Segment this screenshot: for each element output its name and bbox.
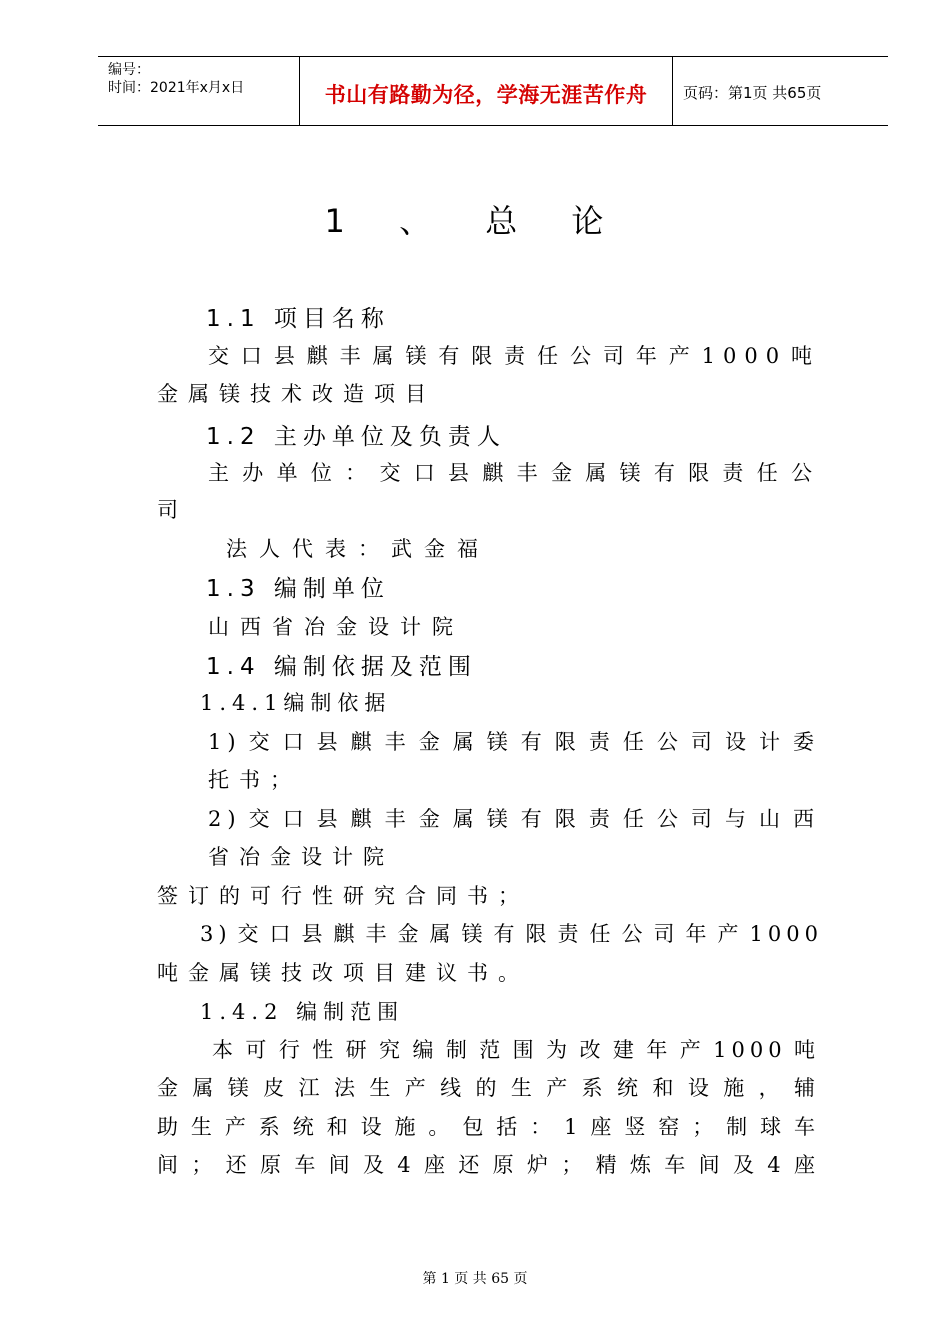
paragraph-line: 司 (157, 498, 178, 522)
list-item-continuation: 省冶金设计院 (208, 845, 394, 869)
chapter-title: 1 、 总 论 (324, 202, 626, 240)
paragraph-line: 本可行性研究编制范围为改建年产1000吨 (212, 1038, 820, 1062)
list-item-continuation: 托书； (208, 768, 301, 792)
paragraph-line: 法人代表：武金福 (226, 537, 490, 561)
header-meta-cell (98, 57, 300, 125)
paragraph-line: 助生产系统和设施。包括：1座竖窑；制球车 (157, 1115, 820, 1139)
document-time-label: 时间：2021年x月x日 (108, 80, 245, 96)
document-header (98, 56, 888, 126)
list-item-continuation: 签订的可行性研究合同书； (157, 884, 529, 908)
header-motto: 书山有路勤为径，学海无涯苦作舟 (324, 83, 648, 107)
list-item: 2)交口县麒丰金属镁有限责任公司与山西 (208, 807, 820, 831)
paragraph-line: 山西省冶金设计院 (208, 615, 464, 639)
paragraph-line: 主办单位：交口县麒丰金属镁有限责任公 (208, 461, 820, 485)
header-page-cell (673, 57, 888, 125)
header-page-info: 页码：第1页 共65页 (683, 84, 822, 102)
paragraph-line: 金属镁技术改造项目 (157, 382, 436, 406)
header-motto-cell (300, 57, 673, 125)
document-number-label: 编号： (108, 62, 150, 78)
subsection-heading-1-4-1: 1.4.1编制依据 (200, 691, 392, 715)
subsection-heading-1-4-2: 1.4.2 编制范围 (200, 1000, 405, 1024)
section-heading-1-1: 1.1 项目名称 (206, 306, 390, 332)
list-item: 3)交口县麒丰金属镁有限责任公司年产1000 (200, 922, 823, 946)
list-item-continuation: 吨金属镁技改项目建议书。 (157, 961, 529, 985)
paragraph-line: 间；还原车间及4座还原炉；精炼车间及4座 (157, 1153, 820, 1177)
section-heading-1-4: 1.4 编制依据及范围 (206, 654, 477, 680)
section-heading-1-3: 1.3 编制单位 (206, 576, 390, 602)
list-item: 1)交口县麒丰金属镁有限责任公司设计委 (208, 730, 820, 754)
section-heading-1-2: 1.2 主办单位及负责人 (206, 424, 506, 450)
paragraph-line: 金属镁皮江法生产线的生产系统和设施，辅 (157, 1076, 820, 1100)
paragraph-line: 交口县麒丰属镁有限责任公司年产1000吨 (208, 344, 820, 368)
page-footer: 第 1 页 共 65 页 (422, 1271, 528, 1287)
